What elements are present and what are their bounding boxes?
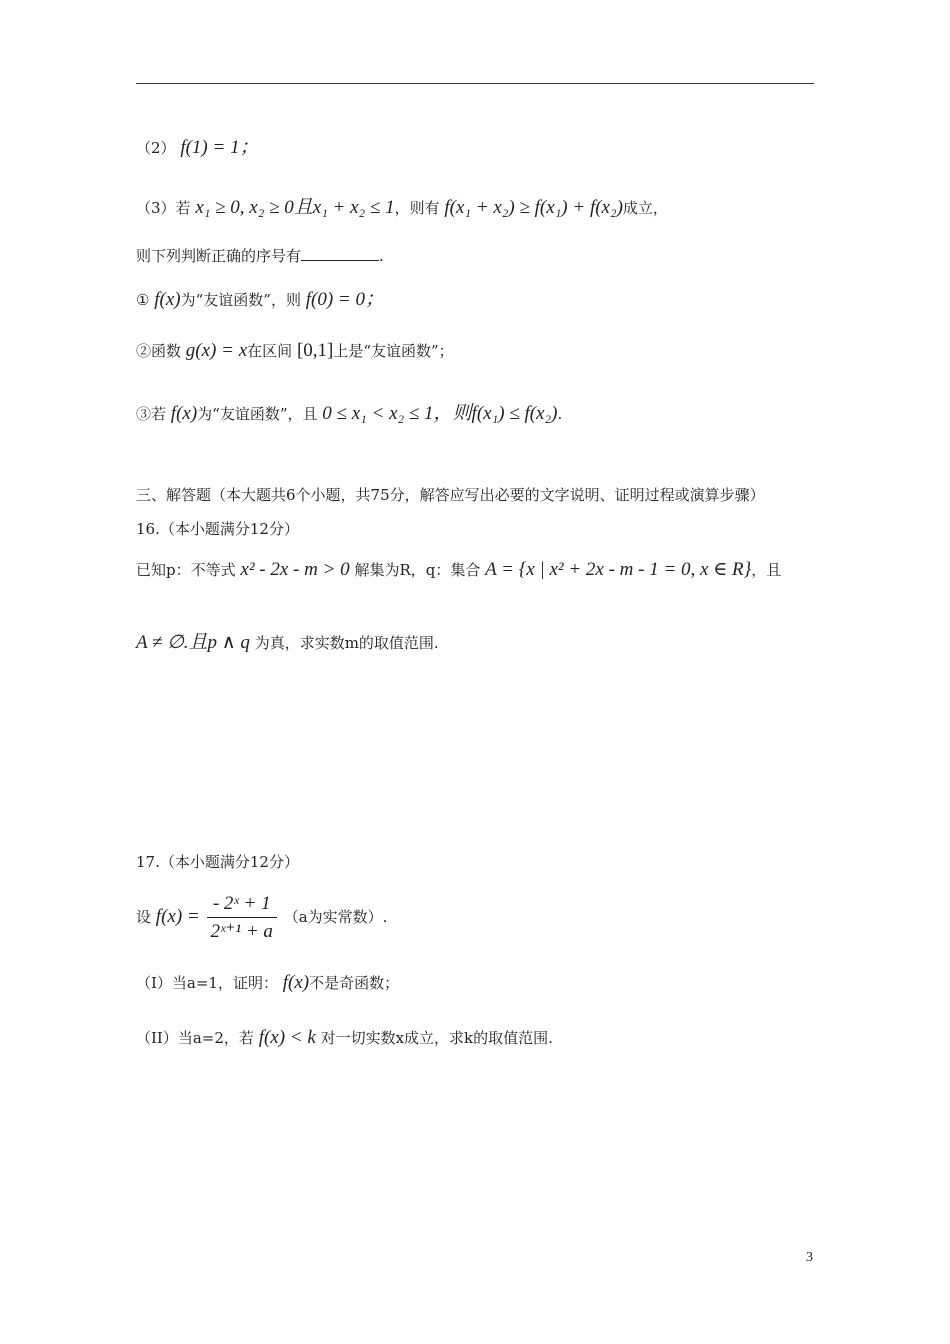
condition-2: （2） f(1) = 1； <box>136 137 259 158</box>
problem-16-line-1: 已知p：不等式 x² - 2x - m > 0 解集为R，q：集合 A = {x | x² + 2x - m - 1 = 0, x ∈ R}，且 <box>136 559 782 580</box>
problem-17-part-2: （II）当a=2，若 f(x) < k 对一切实数x成立，求k的取值范围. <box>136 1027 553 1048</box>
answer-blank[interactable] <box>301 248 379 261</box>
problem-17-header: 17.（本小题满分12分） <box>136 853 299 871</box>
fraction: $\frac{\text{- 2ˣ + 1}}{\text{2ˣ⁺¹ + a}}$ <box>207 893 277 943</box>
option-1: ① f(x)为“友谊函数”，则 f(0) = 0； <box>136 289 384 310</box>
problem-17-part-1: （I）当a=1，证明： f(x)不是奇函数； <box>136 972 400 993</box>
option-2: ②函数 g(x) = x在区间 [0,1]上是“友谊函数”； <box>136 340 454 361</box>
problem-16-header: 16.（本小题满分12分） <box>136 520 299 538</box>
question-prompt: 则下列判断正确的序号有 . <box>136 247 384 265</box>
section-heading: 三、解答题（本大题共6个小题，共75分，解答应写出必要的文字说明、证明过程或演算步骤） <box>136 486 765 504</box>
page-number: 3 <box>806 1250 813 1265</box>
problem-17-definition: 设 f(x) = $\frac{\text{- 2ˣ + 1}}{\text{2ˣ⁺¹ + a}}$ （a为实常数）. <box>136 893 388 942</box>
header-rule <box>136 83 814 84</box>
condition-3: （3）若 x₁ ≥ 0, x₂ ≥ 0且x₁ + x₂ ≤ 1，则有 f(x₁ + x₂) ≥ f(x₁) + f(x₂)成立， <box>136 197 668 218</box>
problem-16-line-2: A ≠ ∅.且p ∧ q 为真，求实数m的取值范围. <box>136 632 439 653</box>
option-3: ③若 f(x)为“友谊函数”，且 0 ≤ x₁ < x₂ ≤ 1，则f(x₁) ≤ f(x₂). <box>136 403 563 424</box>
